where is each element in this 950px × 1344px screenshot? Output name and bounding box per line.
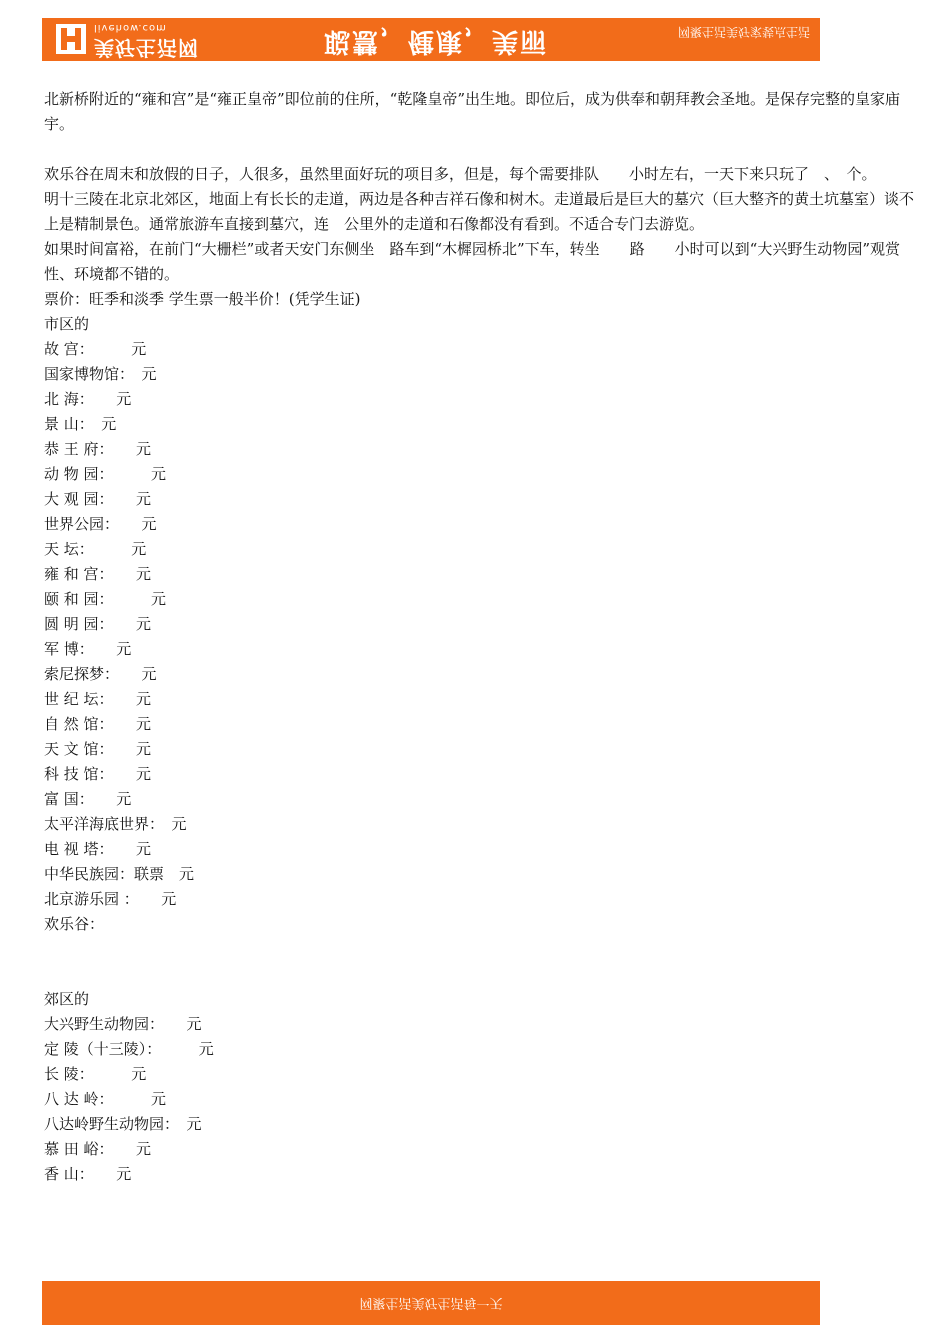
list-item: 中华民族园：联票 元: [44, 865, 195, 883]
list-item: 动 物 园： 元: [44, 465, 167, 483]
list-item: 雍 和 宫： 元: [44, 565, 152, 583]
list-item: 定 陵（十三陵）： 元: [44, 1040, 214, 1058]
list-item: 北京游乐园 ： 元: [44, 890, 177, 908]
list-item: 八达岭野生动物园： 元: [44, 1115, 202, 1133]
footer-banner: [42, 1281, 820, 1325]
paragraph-yonghegong: 北新桥附近的“雍和宫”是“雍正皇帝”即位前的住所，“乾隆皇帝”出生地。即位后，成为供奉和朝拜教会圣地。是保存完整的皇家庙宇。: [44, 90, 901, 133]
list-item: 太平洋海底世界： 元: [44, 815, 187, 833]
list-item: 富 国： 元: [44, 790, 132, 808]
list-item: 军 博： 元: [44, 640, 132, 658]
city-heading: 市区的: [44, 315, 90, 333]
list-item: 恭 王 府： 元: [44, 440, 152, 458]
list-item: 自 然 馆： 元: [44, 715, 152, 733]
list-item: 故 宫： 元: [44, 340, 147, 358]
paragraph-daxing-zoo: 如果时间富裕，在前门“大栅栏”或者天安门东侧坐 路车到“木樨园桥北”下车，转坐 路 小时可以到“大兴野生动物园”观赏性、环境都不错的。: [44, 240, 901, 283]
list-item: 电 视 塔： 元: [44, 840, 152, 858]
list-item: 长 陵： 元: [44, 1065, 147, 1083]
paragraph-ticket-note: 票价：旺季和淡季 学生票一般半价！(凭学生证): [44, 290, 361, 308]
list-item: 八 达 岭： 元: [44, 1090, 167, 1108]
list-item: 科 技 馆： 元: [44, 765, 152, 783]
document-body: [44, 87, 916, 1187]
list-item: 颐 和 园： 元: [44, 590, 167, 608]
list-item: 世 纪 坛： 元: [44, 690, 152, 708]
list-item: 慕 田 峪： 元: [44, 1140, 152, 1158]
list-item: 香 山： 元: [44, 1165, 132, 1183]
list-item: 大 观 园： 元: [44, 490, 152, 508]
header-tagline: 网聚生活美好家装点生活: [677, 25, 810, 39]
list-item: 国家博物馆： 元: [44, 365, 157, 383]
logo-name-text: 美好生活网: [94, 36, 199, 60]
footer-text: 网聚生活美好生活每一天: [359, 1295, 503, 1310]
list-item: 圆 明 园： 元: [44, 615, 152, 633]
list-item: 大兴野生动物园： 元: [44, 1015, 202, 1033]
list-item: 天 文 馆： 元: [44, 740, 152, 758]
list-item: 景 山： 元: [44, 415, 117, 433]
list-item: 北 海： 元: [44, 390, 132, 408]
list-item: 索尼探梦： 元: [44, 665, 157, 683]
list-item: 世界公园： 元: [44, 515, 157, 533]
list-item: 天 坛： 元: [44, 540, 147, 558]
logo-site-text: livehow.com: [94, 22, 167, 33]
logo-h-icon: [56, 24, 86, 54]
header-slogan: 聪慧，健康，美丽: [324, 26, 549, 56]
paragraph-ming-tombs: 明十三陵在北京北郊区，地面上有长长的走道，两边是各种吉祥石像和树木。走道最后是巨大的墓穴（巨大整齐的黄土坑墓室）谈不上是精制景色。通常旅游车直接到墓穴，连 公里外的走道和石像都没有看到。不适合专门去游览。: [44, 190, 915, 233]
list-item: 欢乐谷：: [44, 915, 105, 933]
suburb-heading: 郊区的: [44, 990, 90, 1008]
paragraph-happy-valley: 欢乐谷在周末和放假的日子，人很多，虽然里面好玩的项目多，但是，每个需要排队 小时左右，一天下来只玩了 、 个。: [44, 165, 877, 183]
header-banner: [42, 18, 820, 61]
